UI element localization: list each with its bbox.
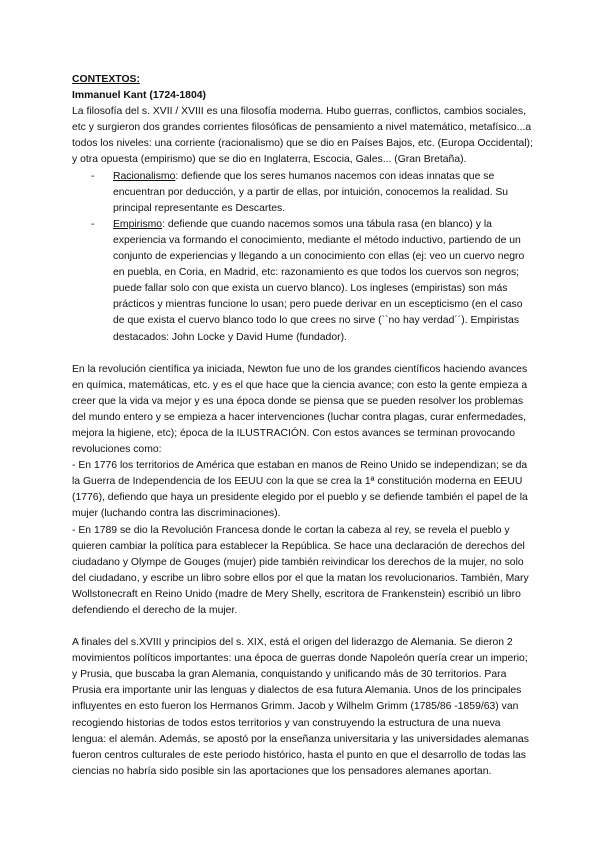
currents-list <box>72 169 534 346</box>
definition-racionalismo: : defiende que los seres humanos nacemos con ideas innatas que se encuentran por deducción, y a partir de ellas, por intuición, conocemos la realidad. Su principal representante es Descartes. <box>113 170 509 214</box>
list-item-racionalismo <box>113 169 534 217</box>
revolution-intro-paragraph: En la revolución científica ya iniciada, Newton fue uno de los grandes científicos haciendo avances en química, matemáticas, etc. y es el que hace que la ciencia avance; con esto la gente empieza a creer que la vida va mejor y es una época donde se piensa que se pueden resolver los problemas del mundo entero y se empieza a hacer intervenciones (luchar contra plagas, curar enfermedades, mejora la higiene, etc); época de la ILUSTRACIÓN. Con estos avances se terminan provocando revoluciones como: <box>72 363 528 456</box>
list-item-empirismo <box>113 217 534 346</box>
term-racionalismo: Racionalismo <box>113 170 176 182</box>
intro-paragraph: La filosofía del s. XVII / XVIII es una filosofía moderna. Hubo guerras, conflictos, cambios sociales, etc y surgieron dos grandes corrientes filosóficas de pensamiento a nivel matemático, metafísico...a todos los niveles: una corriente (racionalismo) que se dio en Países Bajos, etc. (Europa Occidental); y otra opuesta (empirismo) que se dio en Inglaterra, Escocia, Gales... (Gran Bretaña). <box>72 106 533 166</box>
term-empirismo: Empirismo <box>113 218 163 230</box>
definition-empirismo: : defiende que cuando nacemos somos una tábula rasa (en blanco) y la experiencia va formando el conocimiento, mediante el método inductivo, partiendo de un conjunto de experiencias y llegando a un conocimiento con ellas (ej: veo un cuervo negro en puebla, en Coria, en Madrid, etc: razonamiento es que todos los cuervos son negros; puede fallar solo con que exista un cuervo blanco). Los ingleses (empiristas) son más prácticos y mientras funcione lo usan; pero puede derivar en un escepticismo (en el caso de que exista el cuervo blanco todo lo que crees no sirve (``no hay verdad´´). Empiristas destacados: John Locke y David Hume (fundador). <box>113 218 525 343</box>
heading: CONTEXTOS: <box>72 74 140 85</box>
revolution-1776-paragraph: - En 1776 los territorios de América que estaban en manos de Reino Unido se independizan; se da la Guerra de Independencia de los EEUU con la que se crea la 1ª constitución moderna en EEUU (1776), defiendo que haya un presidente elegido por el pueblo y se defiende también el papel de la mujer (luchando contra las discriminaciones). <box>72 460 528 520</box>
paragraph-gap <box>72 619 534 635</box>
paragraph-gap <box>72 346 534 362</box>
document-page <box>72 72 534 780</box>
revolution-1789-paragraph: - En 1789 se dio la Revolución Francesa donde le cortan la cabeza al rey, se revela el pueblo y quieren cambiar la política para establecer la República. Se hace una declaración de derechos del ciudadano y Olympe de Gouges (mujer) pide también reivindicar los derechos de la mujer, no solo del ciudadano, y escribe un libro sobre ellos por el que la matan los revolucionarios. También, Mary Wollstonecraft en Reino Unido (madre de Mery Shelly, escritora de Frankenstein) escribió un libro defendiendo el derecho de la mujer. <box>72 524 529 616</box>
germany-paragraph: A finales del s.XVIII y principios del s. XIX, está el origen del liderazgo de Alemania. Se dieron 2 movimientos políticos importantes: una época de guerras donde Napoleón quería crear un imperio; y Prusia, que buscaba la gran Alemania, conquistando y unificando más de 30 territorios. Para Prusia era importante unir las lenguas y dialectos de esa futura Alemania. Unos de los principales influyentes en esto fueron los Hermanos Grimm. Jacob y Wilhelm Grimm (1785/86 -1859/63) van recogiendo historias de todos estos territorios y van construyendo la estructura de una nueva lengua: el alemán. Además, se apostó por la enseñanza universitaria y las universidades alemanas fueron centros culturales de este periodo histórico, hasta el punto en que el desarrollo de todas las ciencias no habría sido posible sin las aportaciones que los pensadores alemanes aportan. <box>72 637 529 777</box>
subheading: Immanuel Kant (1724-1804) <box>72 90 206 102</box>
